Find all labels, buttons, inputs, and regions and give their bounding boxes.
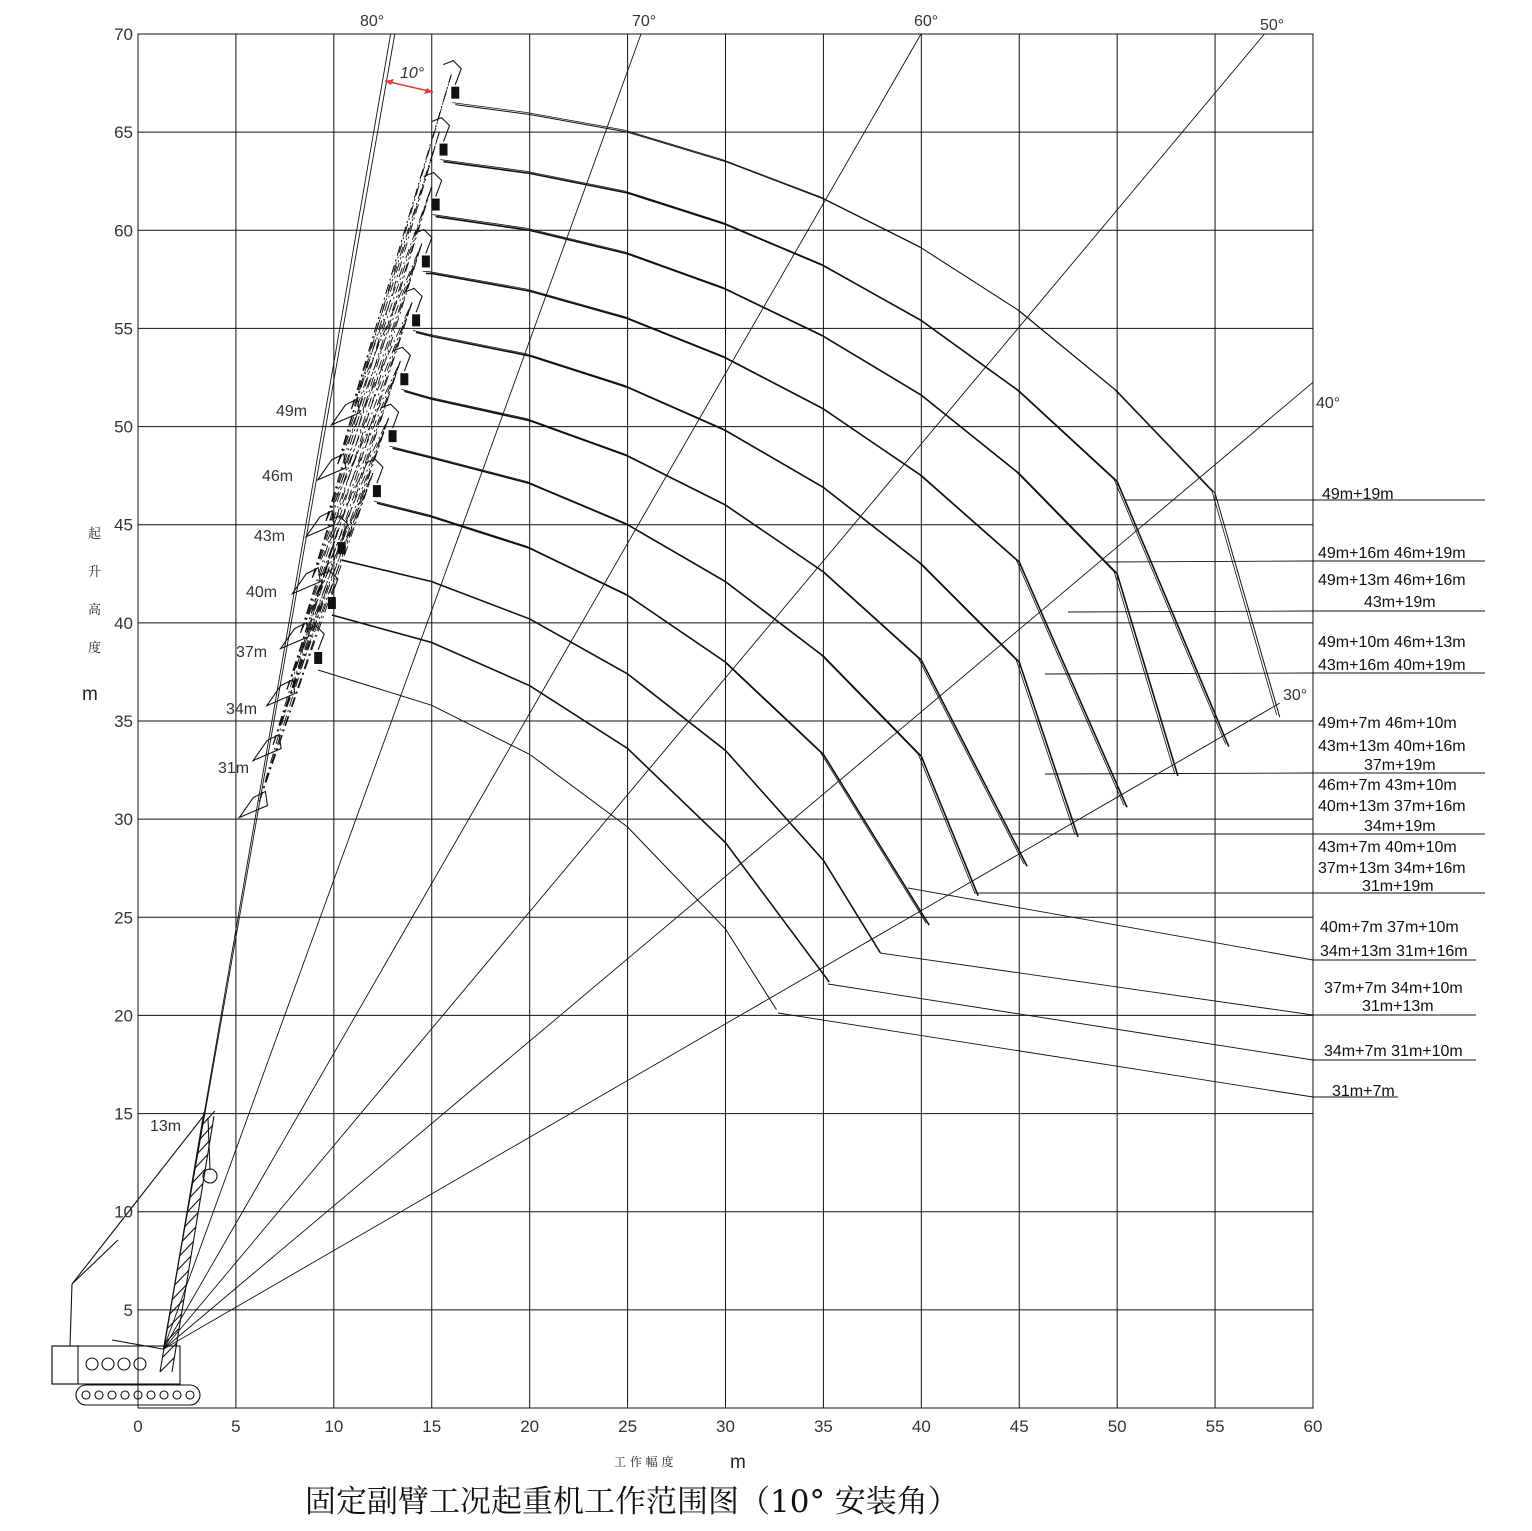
boom-length-label: 34m [226,701,258,718]
boom-length-label: 43m [254,528,286,545]
y-tick-label: 55 [114,319,133,339]
track-roller [121,1391,129,1399]
x-tick-label: 50 [1107,1417,1127,1436]
range-curve-twin [433,215,1175,774]
combination-label: 49m+19m [1322,486,1394,503]
drum [86,1358,98,1370]
hook-block [412,314,420,326]
range-curve [416,332,1078,836]
y-axis-label [82,526,101,705]
range-curve [404,391,1027,866]
track-roller [95,1391,103,1399]
boom-length-label: 46m [262,468,294,485]
leader-line [778,1013,1313,1097]
range-curve-twin [390,446,976,894]
hook-block [451,87,459,99]
leader-line [1045,673,1313,674]
y-tick-label: 20 [114,1006,133,1026]
range-curve [377,503,929,925]
x-tick-label: 45 [1009,1417,1029,1436]
jib-line [351,75,451,409]
range-curve [342,560,881,953]
hook-block [373,485,381,497]
boom-length-label: 40m [246,584,278,601]
track-roller [108,1391,116,1399]
leader-line [828,984,1313,1060]
leader-line [1104,561,1313,562]
angle-label: 80° [360,13,385,30]
combination-label: 46m+7m 43m+10m [1318,777,1457,794]
hook-icon [203,1169,217,1183]
hook-block [328,597,336,609]
x-tick-label: 55 [1205,1417,1225,1436]
mast [72,1240,118,1284]
y-tick-label: 5 [123,1300,133,1320]
angle-label: 40° [1316,395,1341,412]
angle-line-80 [163,34,394,1349]
mast-leg [70,1284,72,1346]
jib-line [273,473,373,744]
combination-label: 43m+7m 40m+10m [1318,839,1457,856]
x-tick-label: 35 [813,1417,833,1436]
range-curve-twin [413,330,1075,834]
boom-length-label: 37m [236,644,268,661]
angle-label: 30° [1283,687,1308,704]
combination-label: 31m+13m [1362,998,1434,1015]
track-roller [186,1391,194,1399]
x-tick-label: 60 [1303,1417,1323,1436]
range-curve-twin [441,160,1226,745]
boom-head [239,791,267,817]
y-tick-label: 45 [114,515,133,535]
offset-angle-label: 10° [400,65,425,82]
hook-block [400,373,408,385]
jib-line [326,187,432,521]
y-label-char: 升 [88,565,102,580]
range-curve [455,105,1279,717]
jib-line [351,187,431,409]
combination-label: 37m+13m 34m+16m [1318,860,1466,877]
angle-label: 60° [914,13,939,30]
leader-line [880,953,1313,1015]
angle-line-50 [163,34,1264,1349]
combination-label: 31m+7m [1332,1083,1395,1100]
x-tick-label: 5 [231,1417,241,1436]
combination-label: 43m+13m 40m+16m [1318,738,1466,755]
combination-label: 34m+13m 31m+16m [1320,943,1468,960]
leader-line [908,888,1313,960]
angle-line-30 [163,703,1279,1349]
y-label-char: 度 [88,641,102,656]
track-roller [160,1391,168,1399]
x-tick-label: 20 [520,1417,540,1436]
range-curve-twin [401,389,1024,864]
y-tick-label: 70 [114,25,133,44]
y-tick-label: 10 [114,1202,133,1222]
combination-label: 49m+10m 46m+13m [1318,634,1466,651]
y-tick-label: 35 [114,712,133,731]
offset-arrow [385,81,433,92]
hook-block [314,652,322,664]
hook-block [389,430,397,442]
x-tick-label: 10 [324,1417,344,1436]
hook-block [338,542,346,554]
boom-length-label: 31m [218,760,250,777]
track-roller [82,1391,90,1399]
boom-angle-lines [163,34,1313,1349]
range-curve [393,448,979,896]
jib-line [351,132,439,409]
angle-label: 70° [632,13,657,30]
range-curves [318,103,1280,1010]
hook-block [422,255,430,267]
range-curve-twin [374,501,926,923]
combination-label: 40m+13m 37m+16m [1318,798,1466,815]
combination-label: 49m+16m 46m+19m [1318,545,1466,562]
leader-line [1068,611,1313,612]
jib-head [432,118,450,142]
jib-line [351,243,421,408]
x-tick-label: 0 [133,1417,143,1436]
combination-label: 31m+19m [1362,878,1434,895]
jib-head [443,61,461,85]
drum [134,1358,146,1370]
y-tick-label: 25 [114,908,133,928]
combination-label: 37m+7m 34m+10m [1324,980,1463,997]
track-roller [173,1391,181,1399]
x-tick-label: 15 [422,1417,442,1436]
drum [118,1358,130,1370]
jib-head [404,288,422,312]
diagram-title: 固定副臂工况起重机工作范围图（10° 安装角） [305,1484,959,1520]
angle-line-70 [163,34,641,1349]
combination-label: 34m+7m 31m+10m [1324,1043,1463,1060]
y-tick-label: 30 [114,810,133,830]
angle-label: 50° [1260,17,1285,34]
crane-icon [52,1111,217,1405]
y-axis-unit: m [82,684,98,705]
x-axis-label: 工 作 幅 度 [614,1455,674,1469]
track-roller [147,1391,155,1399]
jib-line [338,132,440,464]
y-label-char: 起 [88,527,102,542]
jib-head [381,404,399,428]
combination-label: 43m+19m [1364,594,1436,611]
hook-block [432,199,440,211]
combination-label: 40m+7m 37m+10m [1320,919,1459,936]
x-tick-label: 40 [911,1417,931,1436]
drum [102,1358,114,1370]
jib-head [392,347,410,371]
boom-length-label: 13m [150,1118,182,1135]
range-curve [436,217,1178,776]
jib-head [424,173,442,197]
counterweight [52,1346,78,1384]
x-tick-label: 25 [618,1417,638,1436]
leader-line [1045,773,1313,774]
y-tick-label: 65 [114,123,133,143]
y-tick-label: 40 [114,613,133,633]
y-tick-label: 60 [114,221,133,241]
combination-label: 37m+19m [1364,757,1436,774]
y-label-char: 高 [88,603,102,618]
boom-length-label: 49m [276,403,308,420]
combination-label: 34m+19m [1364,818,1436,835]
hook-block [440,144,448,156]
boom-chord [172,1116,214,1372]
x-tick-label: 30 [716,1417,735,1436]
plot-grid [138,34,1313,1408]
combination-label: 43m+16m 40m+19m [1318,657,1466,674]
jib-line [287,473,373,689]
jib-line [312,302,412,577]
combination-label: 49m+7m 46m+10m [1318,715,1457,732]
combination-label: 49m+13m 46m+16m [1318,572,1466,589]
y-tick-label: 50 [114,417,133,437]
y-tick-label: 15 [114,1104,133,1124]
x-axis-unit: m [730,1452,746,1473]
